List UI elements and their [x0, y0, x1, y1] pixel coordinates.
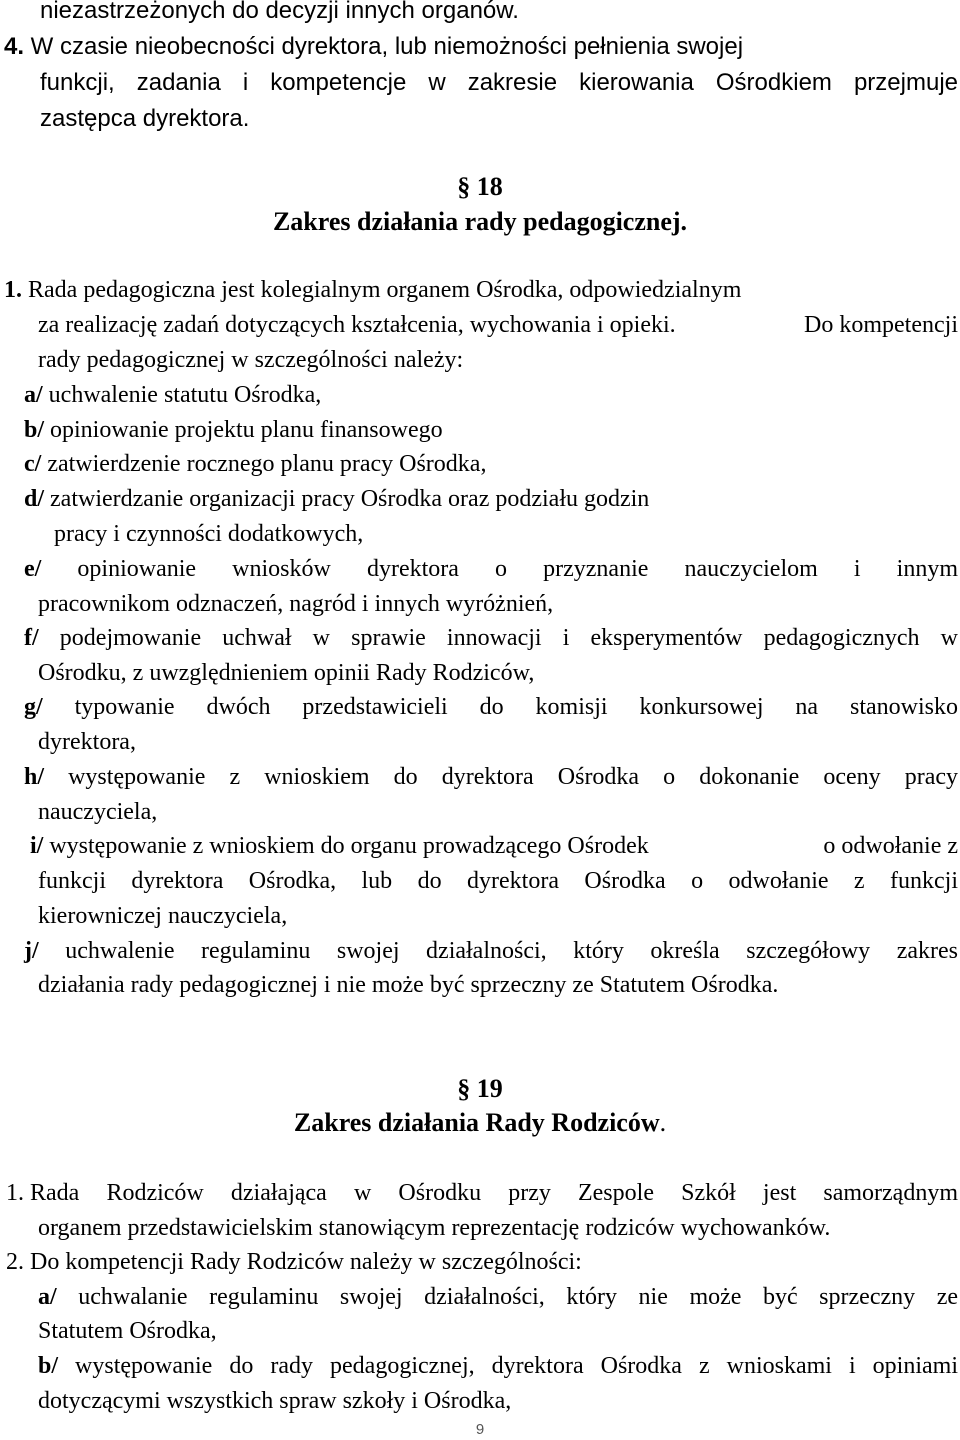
text-line: Statutem Ośrodka, [38, 1318, 217, 1344]
item-4 [4, 32, 743, 62]
section-title: Zakres działania rady pedagogicznej. [272, 207, 688, 236]
list-item-a [24, 380, 321, 410]
item-letter: b/ [38, 1353, 59, 1379]
item-letter: b/ [24, 417, 45, 443]
item-text: uchwalenie statutu Ośrodka, [42, 382, 322, 408]
text-line: funkcji dyrektora Ośrodka, lub do dyrektora Ośrodka o odwołanie z funkcji [38, 868, 958, 894]
item-letter: f/ [24, 625, 39, 651]
item-text: opiniowanie wniosków dyrektora o przyznanie nauczycielom i innym [41, 556, 958, 582]
item-letter: c/ [24, 451, 42, 477]
list-item-b [38, 1351, 958, 1381]
item-text: występowanie do rady pedagogicznej, dyrektora Ośrodka z wnioskami i opiniami [58, 1353, 958, 1379]
list-item-i [30, 831, 649, 861]
item-letter: j/ [24, 938, 39, 964]
item-letter: a/ [38, 1284, 57, 1310]
page-number: 9 [475, 1421, 485, 1438]
item-number: 1. [6, 1180, 24, 1206]
text-line: pracownikom odznaczeń, nagród i innych wyróżnień, [38, 591, 554, 617]
item-letter: h/ [24, 764, 45, 790]
list-item-g [24, 692, 958, 722]
text-line: o odwołanie z [823, 833, 958, 859]
item-text: opiniowanie projektu planu finansowego [44, 417, 443, 443]
section-title-text: Zakres działania Rady Rodziców [293, 1108, 660, 1137]
text-line: organem przedstawicielskim stanowiącym reprezentację rodziców wychowanków. [38, 1215, 831, 1241]
text-line: zastępca dyrektora. [40, 105, 250, 132]
item-text: W czasie nieobecności dyrektora, lub niemożności pełnienia swojej [24, 33, 744, 60]
section-title-dot: . [659, 1108, 667, 1137]
text-line: rady pedagogicznej w szczególności należy: [38, 347, 464, 373]
item-1 [4, 275, 741, 305]
item-text: uchwalenie regulaminu swojej działalności, który określa szczegółowy zakres [38, 938, 958, 964]
item-text: uchwalanie regulaminu swojej działalności, który nie może być sprzeczny ze [56, 1284, 958, 1310]
text-line: działania rady pedagogicznej i nie może być sprzeczny ze Statutem Ośrodka. [38, 972, 779, 998]
item-number: 1. [4, 277, 22, 303]
item-letter: g/ [24, 694, 43, 720]
list-item-e [24, 554, 958, 584]
text-line: za realizację zadań dotyczących kształcenia, wychowania i opieki. [38, 312, 676, 338]
section-number: § 19 [457, 1074, 503, 1103]
item-text: zatwierdzanie organizacji pracy Ośrodka oraz podziału godzin [44, 486, 650, 512]
item-text: Rada pedagogiczna jest kolegialnym organem Ośrodka, odpowiedzialnym [22, 277, 742, 303]
text-line: Do kompetencji [804, 312, 958, 338]
item-number: 2. [6, 1249, 24, 1275]
text-line: pracy i czynności dodatkowych, [54, 521, 364, 547]
item-letter: a/ [24, 382, 43, 408]
section-number: § 18 [457, 172, 503, 201]
text-line: nauczyciela, [38, 799, 158, 825]
text-line: funkcji, zadania i kompetencje w zakresie kierowania Ośrodkiem przejmuje [40, 69, 958, 96]
text-line: dotyczącymi wszystkich spraw szkoły i Ośrodka, [38, 1388, 512, 1414]
item-text: podejmowanie uchwał w sprawie innowacji i eksperymentów pedagogicznych w [38, 625, 958, 651]
list-item-h [24, 762, 958, 792]
list-item-c [24, 449, 486, 479]
text-line: Do kompetencji Rady Rodziców należy w szczególności: [30, 1249, 582, 1275]
item-text: występowanie z wnioskiem do dyrektora Ośrodka o dokonanie oceny pracy [44, 764, 958, 790]
text-line: Rada Rodziców działająca w Ośrodku przy Zespole Szkół jest samorządnym [30, 1180, 958, 1206]
section-title [0, 1107, 960, 1139]
text-line: niezastrzeżonych do decyzji innych organów. [40, 0, 519, 24]
list-item-a [38, 1282, 958, 1312]
item-letter: e/ [24, 556, 42, 582]
item-text: typowanie dwóch przedstawicieli do komisji konkursowej na stanowisko [42, 694, 958, 720]
list-item-f [24, 623, 958, 653]
item-letter: i/ [30, 833, 44, 859]
item-text: występowanie z wnioskiem do organu prowadzącego Ośrodek [43, 833, 649, 859]
text-line: kierowniczej nauczyciela, [38, 903, 288, 929]
item-number: 4. [4, 33, 25, 60]
list-item-j [24, 936, 958, 966]
list-item-b [24, 415, 443, 445]
text-line: Ośrodku, z uwzględnieniem opinii Rady Rodziców, [38, 660, 535, 686]
text-line: dyrektora, [38, 729, 136, 755]
list-item-d [24, 484, 649, 514]
item-text: zatwierdzenie rocznego planu pracy Ośrodka, [41, 451, 487, 477]
item-letter: d/ [24, 486, 45, 512]
